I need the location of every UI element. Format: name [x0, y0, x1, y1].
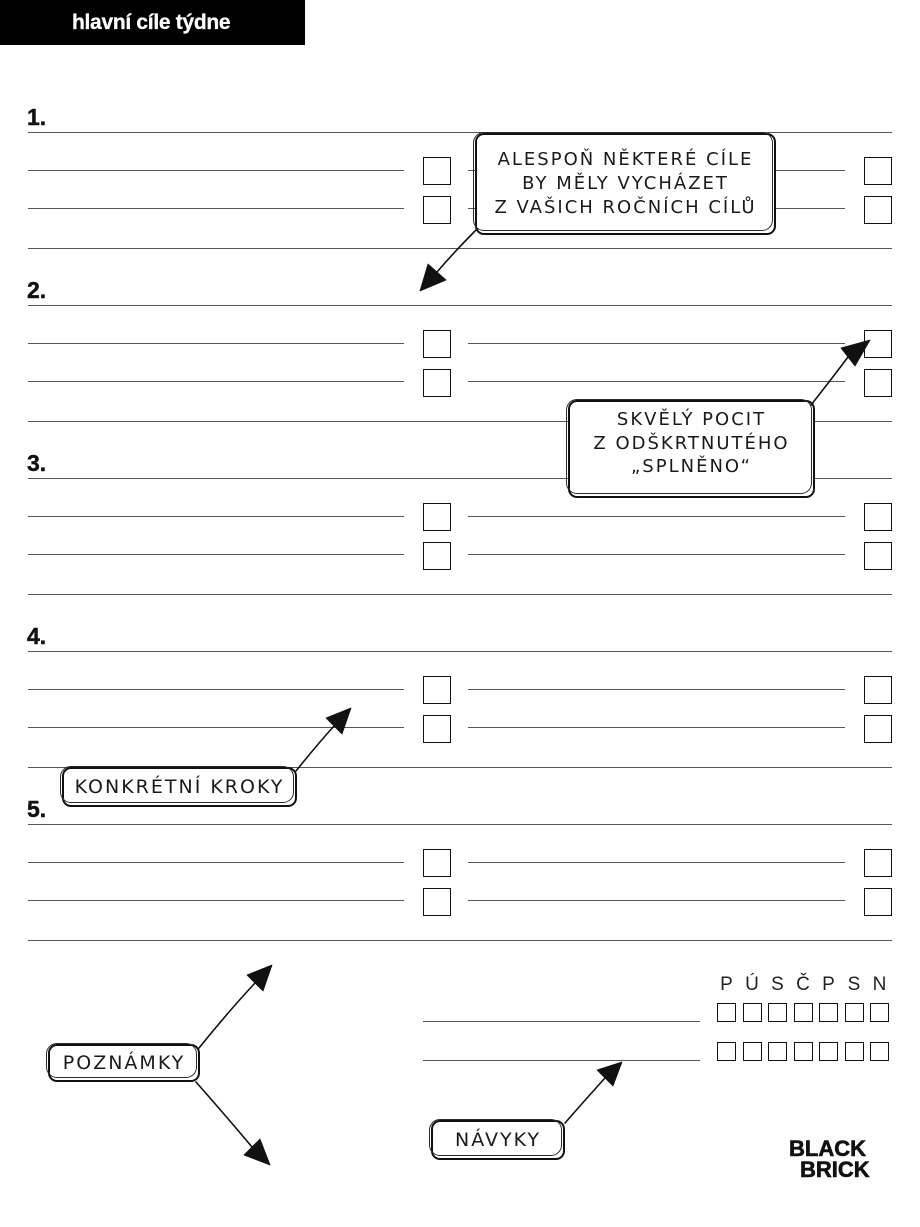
goal-number: 4.: [27, 623, 47, 649]
habit-line[interactable]: [423, 1035, 700, 1061]
callout-text: „SPLNĚNO“: [630, 456, 753, 477]
step-checkbox[interactable]: [864, 542, 892, 570]
step-line[interactable]: [468, 837, 845, 863]
habit-line[interactable]: [423, 996, 700, 1022]
habit-checkbox[interactable]: [845, 1003, 864, 1022]
callout-concrete-steps: [62, 767, 297, 807]
step-line[interactable]: [468, 356, 845, 382]
step-line[interactable]: [28, 875, 404, 901]
arrow-habits-icon: [565, 1062, 622, 1123]
habit-day-label: S: [771, 974, 784, 995]
habit-checkbox[interactable]: [794, 1042, 813, 1061]
habit-checkbox[interactable]: [768, 1042, 787, 1061]
habit-day-header: [717, 975, 892, 995]
step-checkbox[interactable]: [864, 157, 892, 185]
step-checkbox[interactable]: [423, 715, 451, 743]
habit-checkbox[interactable]: [870, 1042, 889, 1061]
callout-check-off: [568, 400, 815, 498]
callout-annual-goals: [475, 133, 776, 235]
step-checkbox[interactable]: [423, 676, 451, 704]
goal-number: 2.: [27, 277, 47, 303]
step-line[interactable]: [28, 183, 404, 209]
habit-day-label: P: [720, 974, 733, 995]
habit-checkbox[interactable]: [819, 1003, 838, 1022]
habit-checkbox[interactable]: [717, 1042, 736, 1061]
step-checkbox[interactable]: [423, 888, 451, 916]
habit-day-label: P: [822, 974, 835, 995]
step-line[interactable]: [28, 356, 404, 382]
step-checkbox[interactable]: [864, 196, 892, 224]
callout-text: SKVĚLÝ POCIT: [616, 409, 767, 430]
step-line[interactable]: [468, 664, 845, 690]
step-line[interactable]: [28, 702, 404, 728]
goal-number: 5.: [27, 796, 47, 822]
step-checkbox[interactable]: [864, 369, 892, 397]
step-checkbox[interactable]: [423, 542, 451, 570]
step-checkbox[interactable]: [423, 330, 451, 358]
habit-day-label: S: [847, 974, 861, 995]
step-line[interactable]: [468, 702, 845, 728]
callout-text: KONKRÉTNÍ KROKY: [74, 776, 285, 798]
habit-checkbox[interactable]: [768, 1003, 787, 1022]
habit-checkbox[interactable]: [819, 1042, 838, 1061]
step-line[interactable]: [28, 491, 404, 517]
callout-text: POZNÁMKY: [62, 1052, 186, 1074]
callout-text: BY MĚLY VYCHÁZET: [522, 173, 729, 194]
arrow-notes-down-icon: [196, 1082, 270, 1165]
callout-text: Z ODŠKRTNUTÉHO: [593, 432, 790, 454]
callout-text: Z VAŠICH ROČNÍCH CÍLŮ: [494, 197, 757, 218]
habit-checkbox[interactable]: [870, 1003, 889, 1022]
step-line[interactable]: [468, 875, 845, 901]
habit-row: [717, 1003, 892, 1022]
goal-line[interactable]: [27, 104, 892, 133]
habit-row: [717, 1042, 892, 1061]
callout-text: ALESPOŇ NĚKTERÉ CÍLE: [497, 149, 754, 170]
section-divider: [28, 248, 892, 249]
logo-line: BRICK: [800, 1157, 870, 1182]
step-line[interactable]: [28, 664, 404, 690]
section-divider: [28, 594, 892, 595]
logo-line: BLACK: [789, 1136, 866, 1161]
goal-line[interactable]: [27, 277, 892, 306]
callout-habits: [431, 1120, 565, 1160]
goal-section-1: [0, 100, 920, 250]
step-checkbox[interactable]: [423, 849, 451, 877]
callout-text: NÁVYKY: [455, 1129, 541, 1151]
step-checkbox[interactable]: [864, 503, 892, 531]
step-checkbox[interactable]: [864, 715, 892, 743]
step-line[interactable]: [28, 318, 404, 344]
step-checkbox[interactable]: [423, 369, 451, 397]
habit-checkbox[interactable]: [743, 1042, 762, 1061]
habit-checkbox[interactable]: [845, 1042, 864, 1061]
goal-number: 3.: [27, 450, 47, 476]
goal-section-4: [0, 619, 920, 769]
step-checkbox[interactable]: [423, 503, 451, 531]
step-checkbox[interactable]: [864, 330, 892, 358]
step-checkbox[interactable]: [864, 676, 892, 704]
habit-checkbox[interactable]: [794, 1003, 813, 1022]
goal-line[interactable]: [27, 623, 892, 652]
step-line[interactable]: [468, 318, 845, 344]
header-bar: [0, 0, 305, 45]
step-line[interactable]: [28, 837, 404, 863]
habit-day-label: Ú: [745, 974, 759, 995]
brand-logo: [789, 1138, 879, 1182]
step-checkbox[interactable]: [864, 888, 892, 916]
goal-number: 1.: [27, 104, 47, 130]
section-divider: [28, 940, 892, 941]
callout-notes: [48, 1044, 200, 1082]
step-checkbox[interactable]: [423, 157, 451, 185]
step-checkbox[interactable]: [423, 196, 451, 224]
goal-section-5: [0, 792, 920, 942]
habit-day-label: N: [872, 974, 887, 995]
habit-checkbox[interactable]: [743, 1003, 762, 1022]
arrow-notes-up-icon: [199, 965, 272, 1048]
step-checkbox[interactable]: [864, 849, 892, 877]
page-title: hlavní cíle týdne: [72, 11, 231, 34]
step-line[interactable]: [28, 145, 404, 171]
step-line[interactable]: [468, 529, 845, 555]
habit-checkbox[interactable]: [717, 1003, 736, 1022]
habit-day-label: Č: [796, 974, 810, 995]
step-line[interactable]: [28, 529, 404, 555]
